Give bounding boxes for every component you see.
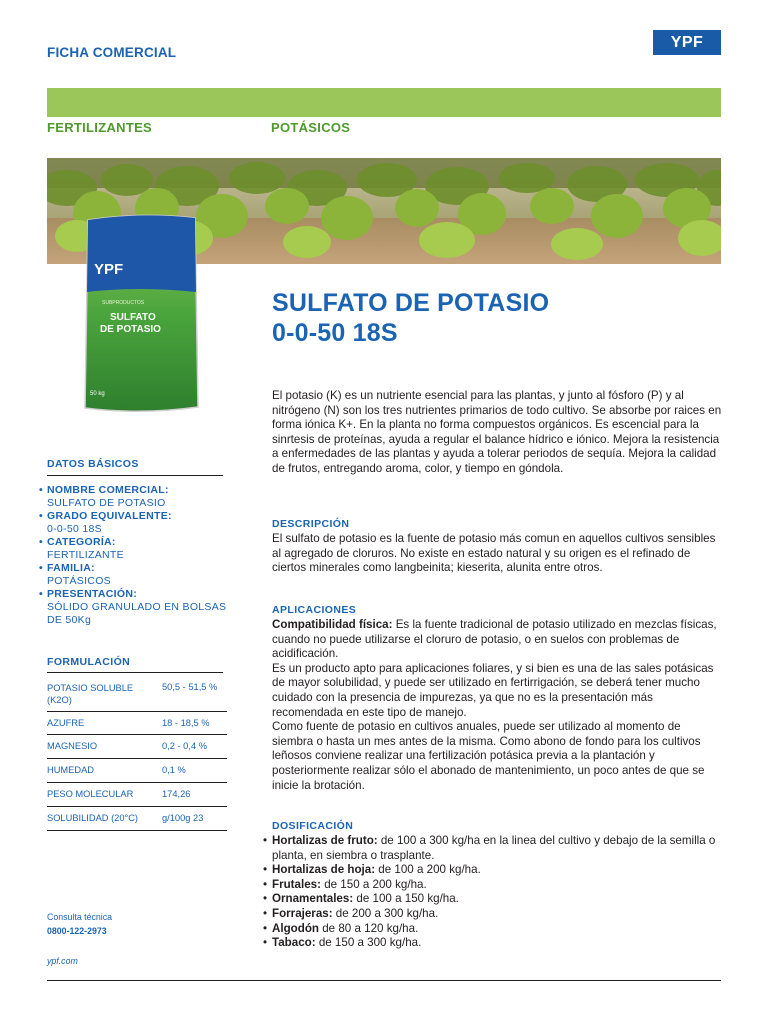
dosificacion-item: • Algodón de 80 a 120 kg/ha. <box>272 922 724 937</box>
bag-name-line2: DE POTASIO <box>100 324 161 335</box>
formulacion-divider <box>47 672 223 673</box>
dosificacion-heading: DOSIFICACIÓN <box>272 820 354 832</box>
datos-basicos-list <box>47 484 237 627</box>
formulacion-row: HUMEDAD 0,1 % <box>47 759 227 783</box>
formulacion-row: POTASIO SOLUBLE (K2O) 50,5 - 51,5 % <box>47 678 227 712</box>
formulacion-row: PESO MOLECULAR 174,26 <box>47 783 227 807</box>
datos-item: • PRESENTACIÓN: SÓLIDO GRANULADO EN BOLSAS DE 50Kg <box>47 588 237 627</box>
dosificacion-list <box>272 834 724 951</box>
datos-divider <box>47 475 223 476</box>
aplicaciones-paragraph-3: Como fuente de potasio en cultivos anuales, puede ser utilizado al momento de siembra o hasta un mes antes de la misma. Como abono de fondo para los cultivos leñosos conviene realizar una fertilización potásica previa a la plantación y posteriormente realizar sólo el abonado de mantenimiento, un poco antes de que se inicie la brotación. <box>272 720 705 792</box>
aplicaciones-heading: APLICACIONES <box>272 604 357 616</box>
formulacion-row: SOLUBILIDAD (20°C) g/100g 23 <box>47 807 227 831</box>
datos-item: • GRADO EQUIVALENTE: 0-0-50 18S <box>47 510 237 536</box>
product-title-line1: SULFATO DE POTASIO <box>272 289 550 317</box>
dosificacion-item: • Tabaco: de 150 a 300 kg/ha. <box>272 936 724 951</box>
formulacion-row: MAGNESIO 0,2 - 0,4 % <box>47 735 227 759</box>
formulacion-table <box>47 678 237 831</box>
compatibilidad-label: Compatibilidad física: <box>272 618 393 631</box>
header-green-bar <box>47 88 721 117</box>
bag-brand: YPF <box>94 261 124 278</box>
product-title <box>272 288 549 348</box>
descripcion-heading: DESCRIPCIÓN <box>272 518 350 530</box>
dosificacion-item: • Hortalizas de fruto: de 100 a 300 kg/ha en la linea del cultivo y debajo de la semilla o planta, en siembra o trasplante. <box>272 834 724 863</box>
bag-name-line1: SULFATO <box>110 312 156 323</box>
footer-divider <box>47 980 721 981</box>
aplicaciones-text <box>272 618 724 793</box>
product-bag-image <box>80 212 203 415</box>
compatibilidad-text: Es la fuente tradicional de potasio utilizado en mezclas físicas, cuando no puede utilizarse el cloruro de potasio, o en suelos con problemas de acidificación. <box>272 618 717 661</box>
product-title-line2: 0-0-50 18S <box>272 319 398 347</box>
bag-small-text: SUBPRODUCTOS <box>102 300 145 306</box>
bag-weight: 50 kg <box>90 391 105 397</box>
datos-basicos-heading: DATOS BÁSICOS <box>47 458 139 470</box>
formulacion-row: AZUFRE 18 - 18,5 % <box>47 712 227 735</box>
website-link[interactable]: ypf.com <box>47 956 78 966</box>
consulta-tecnica-label: Consulta técnica <box>47 912 113 922</box>
dosificacion-item: • Frutales: de 150 a 200 kg/ha. <box>272 878 724 893</box>
intro-paragraph: El potasio (K) es un nutriente esencial para las plantas, y junto al fósforo (P) y al nitrógeno (N) son los tres nutrientes primarios de todo cultivo. Se absorbe por raices en forma iónica K+. En la planta no forma compuestos orgánicos. Es escencial para la sinrtesis de proteínas, ayuda a regular el balance hídrico e iónico. Mejora la resistencia a enfermedades de las plantas y ayuda a tolerar periodos de sequía. Mejora la calidad de frutos, entregando aroma, color, y tiempo en góndola. <box>272 389 722 475</box>
compatibilidad-paragraph <box>272 618 724 662</box>
ypf-logo: YPF <box>653 30 721 55</box>
formulacion-heading: FORMULACIÓN <box>47 656 131 668</box>
category-label: FERTILIZANTES <box>47 120 153 135</box>
document-type-label: FICHA COMERCIAL <box>47 45 177 60</box>
aplicaciones-paragraph-2: Es un producto apto para aplicaciones foliares, y si bien es una de las sales potásicas de mayor solubilidad, y puede ser utilizado en fertirrigación, se deberá tener mucho cuidado con la presencia de impurezas, ya que no es la presentación más recomendada en este tipo de manejo. <box>272 661 714 719</box>
telefono-link[interactable]: 0800-122-2973 <box>47 926 107 936</box>
subcategory-label: POTÁSICOS <box>271 120 351 135</box>
dosificacion-item: • Forrajeras: de 200 a 300 kg/ha. <box>272 907 724 922</box>
descripcion-text: El sulfato de potasio es la fuente de potasio más comun en aquellos cultivos sensibles al agregado de cloruros. No existe en estado natural y su origen es el refinado de ciertos minerales como langbeinita; kieserita, alunita entre otros. <box>272 532 716 575</box>
datos-item: • FAMILIA: POTÁSICOS <box>47 562 237 588</box>
dosificacion-item: • Hortalizas de hoja: de 100 a 200 kg/ha. <box>272 863 724 878</box>
datos-item: • CATEGORÍA: FERTILIZANTE <box>47 536 237 562</box>
datos-item: • NOMBRE COMERCIAL: SULFATO DE POTASIO <box>47 484 237 510</box>
dosificacion-item: • Ornamentales: de 100 a 150 kg/ha. <box>272 892 724 907</box>
